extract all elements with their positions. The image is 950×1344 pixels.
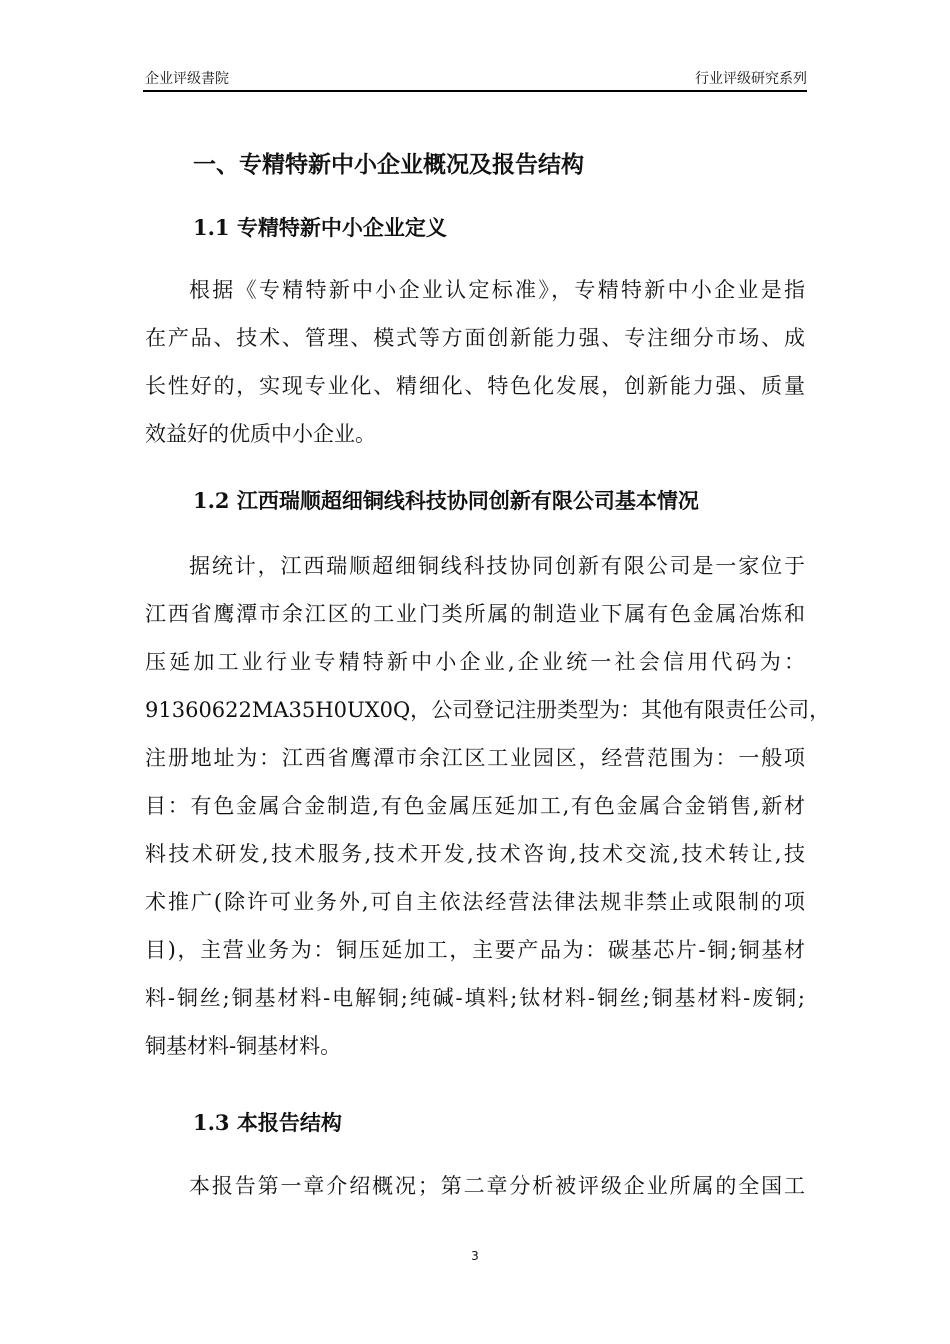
text-line: 注册地址为：江西省鹰潭市余江区工业园区，经营范围为：一般项: [145, 746, 805, 770]
text-line: 本报告第一章介绍概况；第二章分析被评级企业所属的全国工: [189, 1174, 805, 1198]
text-line: 根据《专精特新中小企业认定标准》，专精特新中小企业是指: [189, 278, 805, 302]
section-heading-1-3: 1.3 本报告结构: [193, 1110, 342, 1135]
text-line: 据统计，江西瑞顺超细铜线科技协同创新有限公司是一家位于: [189, 554, 805, 578]
text-line: 料-铜丝;铜基材料-电解铜;纯碱-填料;钛材料-铜丝;铜基材料-废铜;: [145, 986, 805, 1010]
section-heading-1-1: 1.1 专精特新中小企业定义: [193, 215, 447, 240]
text-line: 长性好的，实现专业化、精细化、特色化发展，创新能力强、质量: [145, 374, 805, 398]
paragraph-definition: [145, 266, 805, 458]
paragraph-company-info: [145, 542, 831, 1070]
text-line: 术推广(除许可业务外,可自主依法经营法律法规非禁止或限制的项: [145, 890, 805, 914]
text-line: 铜基材料-铜基材料。: [145, 1034, 342, 1058]
section-heading-1-2: 1.2 江西瑞顺超细铜线科技协同创新有限公司基本情况: [193, 488, 699, 513]
text-line: 效益好的优质中小企业。: [145, 422, 376, 446]
page-number: 3: [471, 1249, 479, 1263]
text-line: 在产品、技术、管理、模式等方面创新能力强、专注细分市场、成: [145, 326, 805, 350]
text-line: 91360622MA35H0UX0Q，公司登记注册类型为：其他有限责任公司，: [145, 698, 831, 722]
text-line: 江西省鹰潭市余江区的工业门类所属的制造业下属有色金属冶炼和: [145, 602, 805, 626]
chapter-heading: 一、专精特新中小企业概况及报告结构: [193, 151, 584, 178]
text-line: 目：有色金属合金制造,有色金属压延加工,有色金属合金销售,新材: [145, 794, 805, 818]
text-line: 料技术研发,技术服务,技术开发,技术咨询,技术交流,技术转让,技: [145, 842, 805, 866]
header-left: 企业评级書院: [145, 71, 229, 87]
header-rule: [143, 90, 807, 92]
text-line: 目)，主营业务为：铜压延加工，主要产品为：碳基芯片-铜;铜基材: [145, 938, 805, 962]
paragraph-report-structure: [145, 1162, 805, 1210]
header-right: 行业评级研究系列: [695, 71, 807, 87]
text-line: 压延加工业行业专精特新中小企业,企业统一社会信用代码为：: [145, 650, 805, 674]
